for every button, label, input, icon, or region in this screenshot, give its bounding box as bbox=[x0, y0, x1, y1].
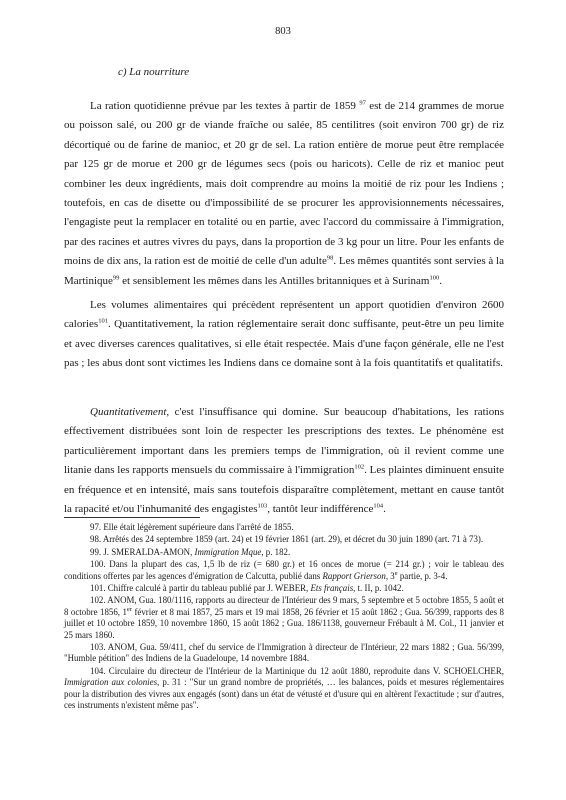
note-reference: 104 bbox=[373, 502, 384, 510]
text-run: 100. Dans la plupart des cas, 1,5 lb de riz (= 680 gr.) et 16 onces de morue (= 214 gr.) ; voir le tableau des conditions offertes par les agences d'émigration de Calcutta, publié dans bbox=[64, 559, 504, 581]
note-reference: e bbox=[394, 569, 398, 577]
note-reference: 100 bbox=[429, 274, 440, 281]
text-run: est de 214 grammes de morue ou poisson salé, ou 200 gr de viande fraîche ou salée, 85 centilitres (soit environ 700 gr) de riz décortiqué ou de farine de manioc, et 20 gr de sel. La ration entière de morue peut être remplacée par 125 gr de morue et 200 gr de légumes secs (pois ou haricots). Celle de riz et manioc peut combiner les deux ingrédients, mais doit comprendre au moins la moitié de riz pour les Indiens ; toutefois, en cas de disette ou d'impossibilité de se procurer les approvisionnements nécessaires, l'engagiste peut la remplacer en totalité ou en partie, avec l'accord du commissaire à l'immigration, par des racines et autres vivres du pays, dans la proportion de 3 kg pour un litre. Pour les enfants de moins de dix ans, la ration est de moitié de celle d'un adulte bbox=[64, 100, 504, 268]
text-run: c'est l'insuffisance qui domine. Sur beaucoup d'habitations, les rations effectivement distribuées sont loin de respecter les prescriptions des textes. Le phénomène est particulièrement important dans les premiers temps de l'immigration, où il revient comme une litanie dans les rapports mensuels du commissaire à l'immigration bbox=[64, 406, 504, 477]
section-heading: c) La nourriture bbox=[118, 66, 190, 78]
note-reference: 97 bbox=[359, 99, 366, 107]
text-run: 101. Chiffre calculé à partir du tableau publié par J. WEBER, bbox=[90, 583, 311, 594]
footnotes bbox=[64, 522, 504, 713]
text-run: , 3 bbox=[385, 570, 395, 581]
footnote-97 bbox=[64, 522, 504, 533]
text-run: partie, p. 3-4. bbox=[397, 570, 448, 581]
text-run: , tantôt leur indifférence bbox=[267, 503, 374, 516]
text-run: , p. 182. bbox=[261, 546, 291, 557]
text-run: 102. ANOM, Gua. 180/1116, rapports au directeur de l'Intérieur des 9 mars, 5 septembre et 5 octobre 1855, 5 août et 8 octobre 1856, 1 bbox=[64, 595, 504, 617]
text-run: . bbox=[439, 274, 442, 287]
footnote-separator bbox=[64, 517, 200, 518]
note-reference: 98 bbox=[326, 254, 334, 262]
note-reference: 101 bbox=[98, 317, 108, 325]
text-run: . Les mêmes quantités sont servies à la Martinique bbox=[64, 255, 504, 287]
footnote-102 bbox=[64, 595, 504, 641]
italic-text: Quantitativement, bbox=[90, 406, 170, 418]
body-paragraph-2 bbox=[64, 296, 504, 374]
text-run: La ration quotidienne prévue par les textes à partir de 1859 bbox=[90, 100, 360, 112]
body-paragraph-3 bbox=[64, 403, 504, 519]
text-run: , p. 31 : "Sur un grand nombre de propriétés, … les balances, poids et mesures réglementaires pour la distribution des vivres aux engagés (sont) dans un état de vétusté et d'usure qui en altèrent l'exactitude ; sur d'autres, ces instruments n'existent même pas". bbox=[64, 677, 505, 711]
note-reference: 102 bbox=[354, 463, 365, 471]
text-run: 97. Elle était légèrement supérieure dans l'arrêté de 1855. bbox=[90, 522, 294, 532]
text-run: . bbox=[383, 503, 386, 516]
footnote-99 bbox=[64, 547, 504, 558]
text-run: Les volumes alimentaires qui précèdent représentent un apport quotidien d'environ 2600 calories bbox=[64, 299, 504, 331]
text-run: 103. ANOM, Gua. 59/411, chef du service de l'Immigration à directeur de l'Intérieur, 22 mars 1882 ; Gua. 56/399, "Humble pétition" des Indiens de la Guadeloupe, 14 novembre 1884. bbox=[64, 642, 504, 664]
italic-text: Immigration aux colonies bbox=[64, 677, 158, 688]
text-run: 99. J. SMERALDA-AMON, bbox=[90, 546, 195, 557]
footnote-103 bbox=[64, 642, 504, 665]
note-reference: 99 bbox=[112, 274, 120, 281]
footnote-100 bbox=[64, 559, 504, 582]
italic-text: Immigration Mque bbox=[194, 546, 262, 557]
text-run: 104. Circulaire du directeur de l'Intérieur de la Martinique du 12 août 1880, reproduite dans V. SCHOELCHER, bbox=[90, 665, 504, 676]
italic-text: Rapport Grierson bbox=[322, 570, 386, 581]
text-run: et sensiblement les mêmes dans les Antilles britanniques et à Surinam bbox=[119, 274, 430, 287]
text-run: . Les plaintes diminuent ensuite en fréquence et en intensité, mais sans toutefois disparaître complètement, mettant en cause tantôt la rapacité et/ou l'inhumanité des engagistes bbox=[64, 464, 504, 516]
footnote-104 bbox=[64, 666, 504, 712]
note-reference: er bbox=[126, 605, 132, 613]
text-run: février et 8 mai 1857, 25 mars et 19 mai 1858, 26 février et 15 août 1862 ; Gua. 56/399, rapports des 8 juillet et 10 octobre 1859, 10 novembre 1860, 15 août 1862 ; Gua. 186/1138, gouverneur Frébault à M. Col., 11 janvier et 25 mars 1860. bbox=[64, 606, 504, 640]
body-paragraph-1 bbox=[64, 97, 504, 291]
note-reference: 103 bbox=[257, 502, 268, 510]
footnote-98 bbox=[64, 534, 504, 545]
text-run: , t. II, p. 1042. bbox=[353, 583, 404, 594]
page-number: 803 bbox=[275, 26, 291, 37]
italic-text: Ets français bbox=[310, 583, 354, 594]
footnote-101 bbox=[64, 583, 504, 594]
text-run: 98. Arrêtés des 24 septembre 1859 (art. 24) et 19 février 1861 (art. 29), et décret du 30 juin 1890 (art. 71 à 73). bbox=[90, 534, 484, 545]
text-run: . Quantitativement, la ration réglementaire serait donc suffisante, peut-être un peu limite et avec diverses carences qualitatives, si elle était respectée. Mais d'une façon générale, elle ne l'est pas ; les abus dont sont victimes les Indiens dans ce domaine sont à la fois quantitatifs et qualitatifs. bbox=[64, 318, 504, 370]
